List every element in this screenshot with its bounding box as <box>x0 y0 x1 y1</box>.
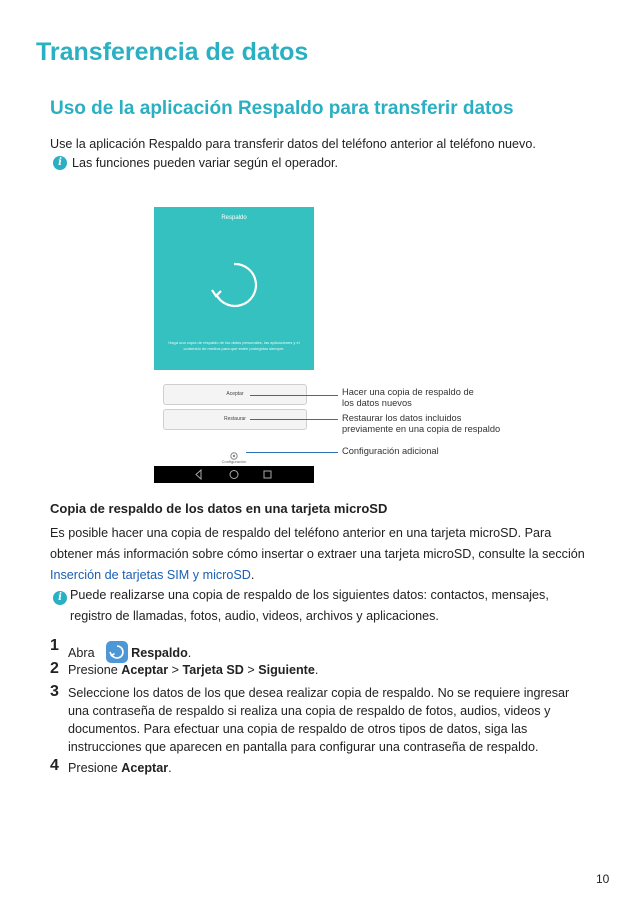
step-1-number: 1 <box>50 637 59 654</box>
recents-icon[interactable] <box>264 471 271 478</box>
step-3-line-4: instrucciones que aparecen en pantalla para configurar una contraseña de respaldo. <box>68 740 539 754</box>
callout-line-restore <box>250 419 338 420</box>
step-1-post: . <box>187 646 192 660</box>
page-number: 10 <box>596 872 610 886</box>
step-3-line-2: una contraseña de respaldo si realiza una copia de respaldo de fotos, audios, videos y <box>68 704 551 718</box>
sim-microsd-link[interactable]: Inserción de tarjetas SIM y microSD <box>50 568 251 582</box>
backup-refresh-icon <box>209 260 259 310</box>
note-text: Las funciones pueden variar según el operador. <box>72 156 339 170</box>
section-title: Uso de la aplicación Respaldo para transferir datos <box>50 98 514 119</box>
step-3-line-3: documentos. Para efectuar una copia de respaldo de otros tipos de datos, siga las <box>68 722 528 736</box>
step-1-app: Respaldo <box>131 646 188 660</box>
step-2-post: . <box>314 663 319 677</box>
callout-config: Configuración adicional <box>342 446 439 456</box>
accept-button[interactable]: Aceptar <box>163 384 307 405</box>
note2-line-1: Puede realizarse una copia de respaldo de los siguientes datos: contactos, mensajes, <box>70 588 549 602</box>
callout-accept-line2: los datos nuevos <box>342 398 412 408</box>
phone-header <box>154 207 314 370</box>
step-3-line-1: Seleccione los datos de los que desea realizar copia de respaldo. No se requiere ingresar <box>68 686 570 700</box>
step-2-text <box>68 663 318 677</box>
step-2-next: Siguiente <box>258 663 315 677</box>
step-3-number: 3 <box>50 683 59 700</box>
callout-line-config <box>246 452 338 453</box>
info-icon-2: i <box>53 591 67 605</box>
step-2-sep1: > <box>171 663 179 677</box>
subsection-title: Copia de respaldo de los datos en una tarjeta microSD <box>50 501 388 516</box>
intro-text: Use la aplicación Respaldo para transferir datos del teléfono anterior al teléfono nuevo. <box>50 137 536 151</box>
step-2-sep2: > <box>247 663 255 677</box>
navigation-bar <box>154 466 314 483</box>
callout-restore <box>342 413 500 435</box>
step-4-pre: Presione <box>68 761 118 775</box>
step-4-post: . <box>168 761 172 775</box>
phone-app-title: Respaldo <box>221 215 247 221</box>
restore-button[interactable]: Restaurar <box>163 409 307 430</box>
backup-app-icon <box>106 641 128 663</box>
step-2-number: 2 <box>50 660 59 677</box>
step-4-accept: Aceptar <box>121 761 169 775</box>
para-end: . <box>250 568 255 582</box>
callout-restore-line1: Restaurar los datos incluidos <box>342 413 462 423</box>
note2-line-2: registro de llamadas, fotos, audio, videos, archivos y aplicaciones. <box>70 609 439 623</box>
step-4-text <box>68 761 172 775</box>
info-icon: i <box>53 156 67 170</box>
phone-description: Haga una copia de respaldo de los datos personales, las aplicaciones y el contenido de medios para que estén protegidos siempre. <box>168 340 300 351</box>
step-1-pre: Abra <box>68 646 95 660</box>
page-title: Transferencia de datos <box>36 38 309 66</box>
para-line-3 <box>50 568 254 582</box>
phone-screenshot <box>154 207 314 483</box>
step-2-pre: Presione <box>68 663 118 677</box>
home-icon[interactable] <box>230 471 238 479</box>
step-2-sdcard: Tarjeta SD <box>182 663 244 677</box>
step-1-text <box>68 641 191 663</box>
callout-accept-line1: Hacer una copia de respaldo de <box>342 387 474 397</box>
config-label[interactable]: Configuración <box>221 459 247 464</box>
back-icon[interactable] <box>196 470 201 479</box>
para-line-2: obtener más información sobre cómo insertar o extraer una tarjeta microSD, consulte la sección <box>50 547 585 561</box>
step-2-accept: Aceptar <box>121 663 169 677</box>
step-4-number: 4 <box>50 757 59 774</box>
callout-restore-line2: previamente en una copia de respaldo <box>342 424 501 434</box>
callout-accept <box>342 387 474 409</box>
callout-line-accept <box>250 395 338 396</box>
para-line-1: Es posible hacer una copia de respaldo del teléfono anterior en una tarjeta microSD. Para <box>50 526 552 540</box>
